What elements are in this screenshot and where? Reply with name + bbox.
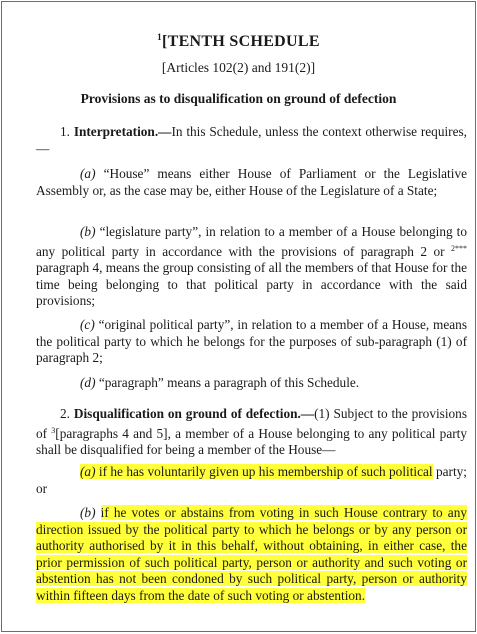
footnote-marker: 2*** — [451, 243, 467, 253]
paragraph-number: 1. — [60, 124, 70, 139]
clause-marker: (a) — [80, 464, 96, 479]
paragraph-2 — [36, 406, 467, 459]
clause-marker: (b) — [80, 224, 96, 239]
clause-text: “original political party”, in relation to a member of a House, means the political party to which he belongs for the purposes of sub-paragraph (1) of paragraph 2; — [36, 317, 467, 366]
paragraph-title: Disqualification on ground of defection.— — [73, 406, 315, 421]
articles-reference: [Articles 102(2) and 191(2)] — [161, 60, 316, 75]
footnote-marker: 3 — [51, 425, 56, 435]
section-heading: Provisions as to disqualification on ground of defection — [80, 91, 397, 106]
clause-text: “House” means either House of Parliament or the Legislative Assembly or, as the case may be, either House of the Legislature of a State; — [36, 166, 467, 198]
footnote-marker: 1 — [157, 32, 162, 42]
clause-2a — [36, 464, 467, 497]
schedule-title-text: TENTH SCHEDULE — [167, 33, 320, 50]
paragraph-title: Interpretation.— — [73, 124, 172, 139]
clause-text: party; or — [36, 464, 467, 496]
clause-2b — [36, 505, 467, 605]
clause-1d — [36, 375, 467, 392]
clause-1b — [36, 224, 467, 310]
paragraph-1 — [36, 124, 467, 157]
clause-marker: (b) — [80, 505, 96, 520]
schedule-title: $^1$[TENTH SCHEDULE — [157, 32, 320, 50]
clause-text-continued: paragraph 4, means the group consisting of all the members of that House for the time being belonging to that political party in accordance with the said provisions; — [36, 260, 467, 309]
highlight — [80, 464, 433, 479]
clause-text-highlighted: if he has voluntarily given up his membership of such political — [98, 464, 433, 479]
clause-marker: (d) — [80, 375, 96, 390]
clause-1c — [36, 317, 467, 367]
paragraph-number: 2. — [60, 406, 70, 421]
paragraph-text: In this Schedule, unless the context otherwise requires,— — [36, 124, 468, 156]
clause-text: “legislature party”, in relation to a member of a House belonging to any political party in accordance with the provisions of paragraph 2 or — [36, 224, 468, 259]
clause-marker: (c) — [80, 317, 95, 332]
clause-1a — [36, 166, 467, 199]
paragraph-text: (1) Subject to the provisions of — [36, 406, 468, 441]
clause-text-highlighted: if he votes or abstains from voting in such House contrary to any direction issued by the political party to which he belongs or by any person or authority authorised by it in this behalf, without obtaining, in either case, the prior permission of such political party, person or authority and such voting or abstention has not been condoned by such political party, person or authority within fifteen days from the date of such voting or abstention. — [36, 505, 467, 603]
clause-text: “paragraph” means a paragraph of this Schedule. — [98, 375, 360, 390]
clause-marker: (a) — [80, 166, 96, 181]
paragraph-text-continued: [paragraphs 4 and 5], a member of a House belonging to any political party shall be disqualified for being a member of the House— — [36, 425, 468, 458]
document-page — [1, 1, 476, 632]
